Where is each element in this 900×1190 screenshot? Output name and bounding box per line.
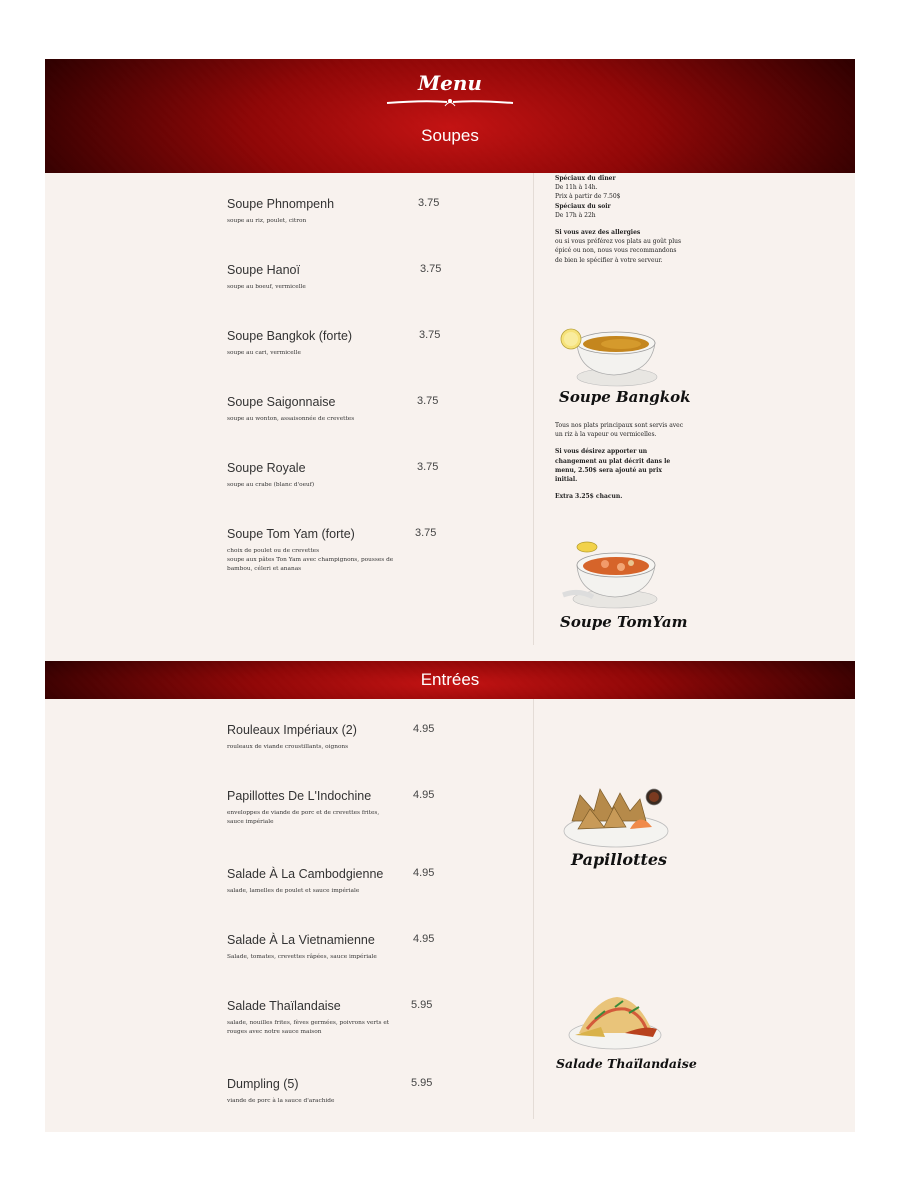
item-name: Soupe Saigonnaise: [227, 395, 336, 409]
item-description: enveloppes de viande de porc et de crevettes frites, sauce impériale: [227, 810, 380, 825]
item-description: soupe au riz, poulet, citron: [227, 218, 307, 224]
item-price: 3.75: [420, 263, 442, 275]
item-price: 3.75: [417, 461, 439, 473]
item-price: 3.75: [419, 329, 441, 341]
extra-text: Extra 3.25$ chacun.: [555, 493, 623, 501]
item-description: soupe aux pâtes Ton Yam avec champignons, pousses de bambou, céleri et ananas: [227, 557, 394, 572]
item-name: Papillottes De L'Indochine: [227, 789, 372, 803]
item-description: choix de poulet ou de crevettes: [227, 548, 320, 554]
menu-item: [227, 461, 439, 490]
diner-hours: De 11h à 14h.: [555, 184, 598, 192]
menu-title: Menu: [418, 71, 482, 95]
item-price: 5.95: [411, 999, 433, 1011]
menu-page: [45, 59, 855, 1132]
diner-specials-title: Spéciaux du dîner: [555, 175, 616, 182]
menu-item: [227, 723, 435, 752]
item-price: 4.95: [413, 933, 435, 945]
salade-thailandaise-image: [565, 989, 665, 1053]
item-name: Soupe Phnompenh: [227, 197, 335, 211]
item-name: Salade À La Cambodgienne: [227, 867, 384, 881]
item-description: soupe au boeuf, vermicelle: [227, 284, 306, 290]
item-name: Soupe Tom Yam (forte): [227, 527, 355, 541]
entrees-section-title: Entrées: [420, 670, 480, 689]
item-description: Salade, tomates, crevettes râpées, sauce impériale: [227, 954, 377, 960]
soupe-tomyam-label: Soupe TomYam: [560, 613, 688, 631]
item-name: Dumpling (5): [227, 1077, 299, 1091]
item-price: 5.95: [411, 1077, 433, 1089]
soupe-tomyam-image: [559, 539, 663, 611]
item-name: Salade Thaïlandaise: [227, 999, 341, 1013]
item-price: 3.75: [415, 527, 437, 539]
item-name: Soupe Royale: [227, 461, 306, 475]
allergy-title: Si vous avez des allergies: [555, 229, 641, 237]
column-divider: [533, 173, 534, 645]
item-price: 4.95: [413, 723, 435, 735]
item-name: Salade À La Vietnamienne: [227, 933, 375, 947]
menu-item: [227, 395, 439, 424]
soupe-bangkok-label: Soupe Bangkok: [559, 388, 691, 406]
side-info-middle: [555, 421, 685, 501]
item-price: 3.75: [418, 197, 440, 209]
item-description: salade, lamelles de poulet et sauce impériale: [227, 888, 360, 894]
allergy-text: ou si vous préférez vos plats au goût plus épicé ou non, nous vous recommandons de bien le spécifier à votre serveur.: [555, 238, 682, 264]
salade-thailandaise-label: Salade Thaïlandaise: [556, 1056, 697, 1071]
menu-item: [227, 1077, 433, 1106]
menu-item: [227, 527, 437, 574]
plats-text: Tous nos plats principaux sont servis avec un riz à la vapeur ou vermicelles.: [555, 422, 684, 439]
soups-section-title: Soupes: [421, 126, 479, 145]
menu-item: [227, 789, 435, 827]
item-name: Soupe Hanoï: [227, 263, 300, 277]
item-price: 4.95: [413, 867, 435, 879]
evening-specials-title: Spéciaux du soir: [555, 202, 611, 210]
menu-item: [227, 329, 441, 358]
item-price: 4.95: [413, 789, 435, 801]
item-description: soupe au cari, vermicelle: [227, 350, 301, 356]
item-description: salade, nouilles frites, fèves germées, poivrons verts et rouges avec notre sauce maison: [227, 1020, 390, 1035]
item-description: rouleaux de viande croustillants, oignons: [227, 744, 349, 750]
papillottes-label: Papillottes: [571, 850, 668, 869]
item-description: soupe au crabe (blanc d'oeuf): [227, 482, 315, 488]
item-description: viande de porc à la sauce d'arachide: [227, 1098, 335, 1104]
soups-banner: [45, 59, 855, 173]
menu-item: [227, 197, 440, 226]
menu-item: [227, 867, 435, 896]
side-info-top: [555, 174, 685, 265]
item-name: Rouleaux Impériaux (2): [227, 723, 357, 737]
change-text: Si vous désirez apporter un changement au plat décrit dans le menu, 2.50$ sera ajouté au prix initial.: [555, 448, 671, 484]
menu-item: [227, 933, 435, 962]
item-price: 3.75: [417, 395, 439, 407]
menu-item: [227, 999, 433, 1037]
item-description: soupe au wonton, assaisonnée de crevettes: [227, 416, 355, 422]
papillottes-image: [560, 781, 672, 851]
menu-item: [227, 263, 442, 292]
entrees-banner: [45, 661, 855, 699]
soupe-bangkok-image: [559, 321, 661, 389]
item-name: Soupe Bangkok (forte): [227, 329, 353, 343]
column-divider: [533, 699, 534, 1119]
evening-hours: De 17h à 22h: [555, 211, 596, 219]
ornament-divider: [385, 95, 515, 109]
diner-price: Prix à partir de 7.50$: [555, 193, 621, 201]
